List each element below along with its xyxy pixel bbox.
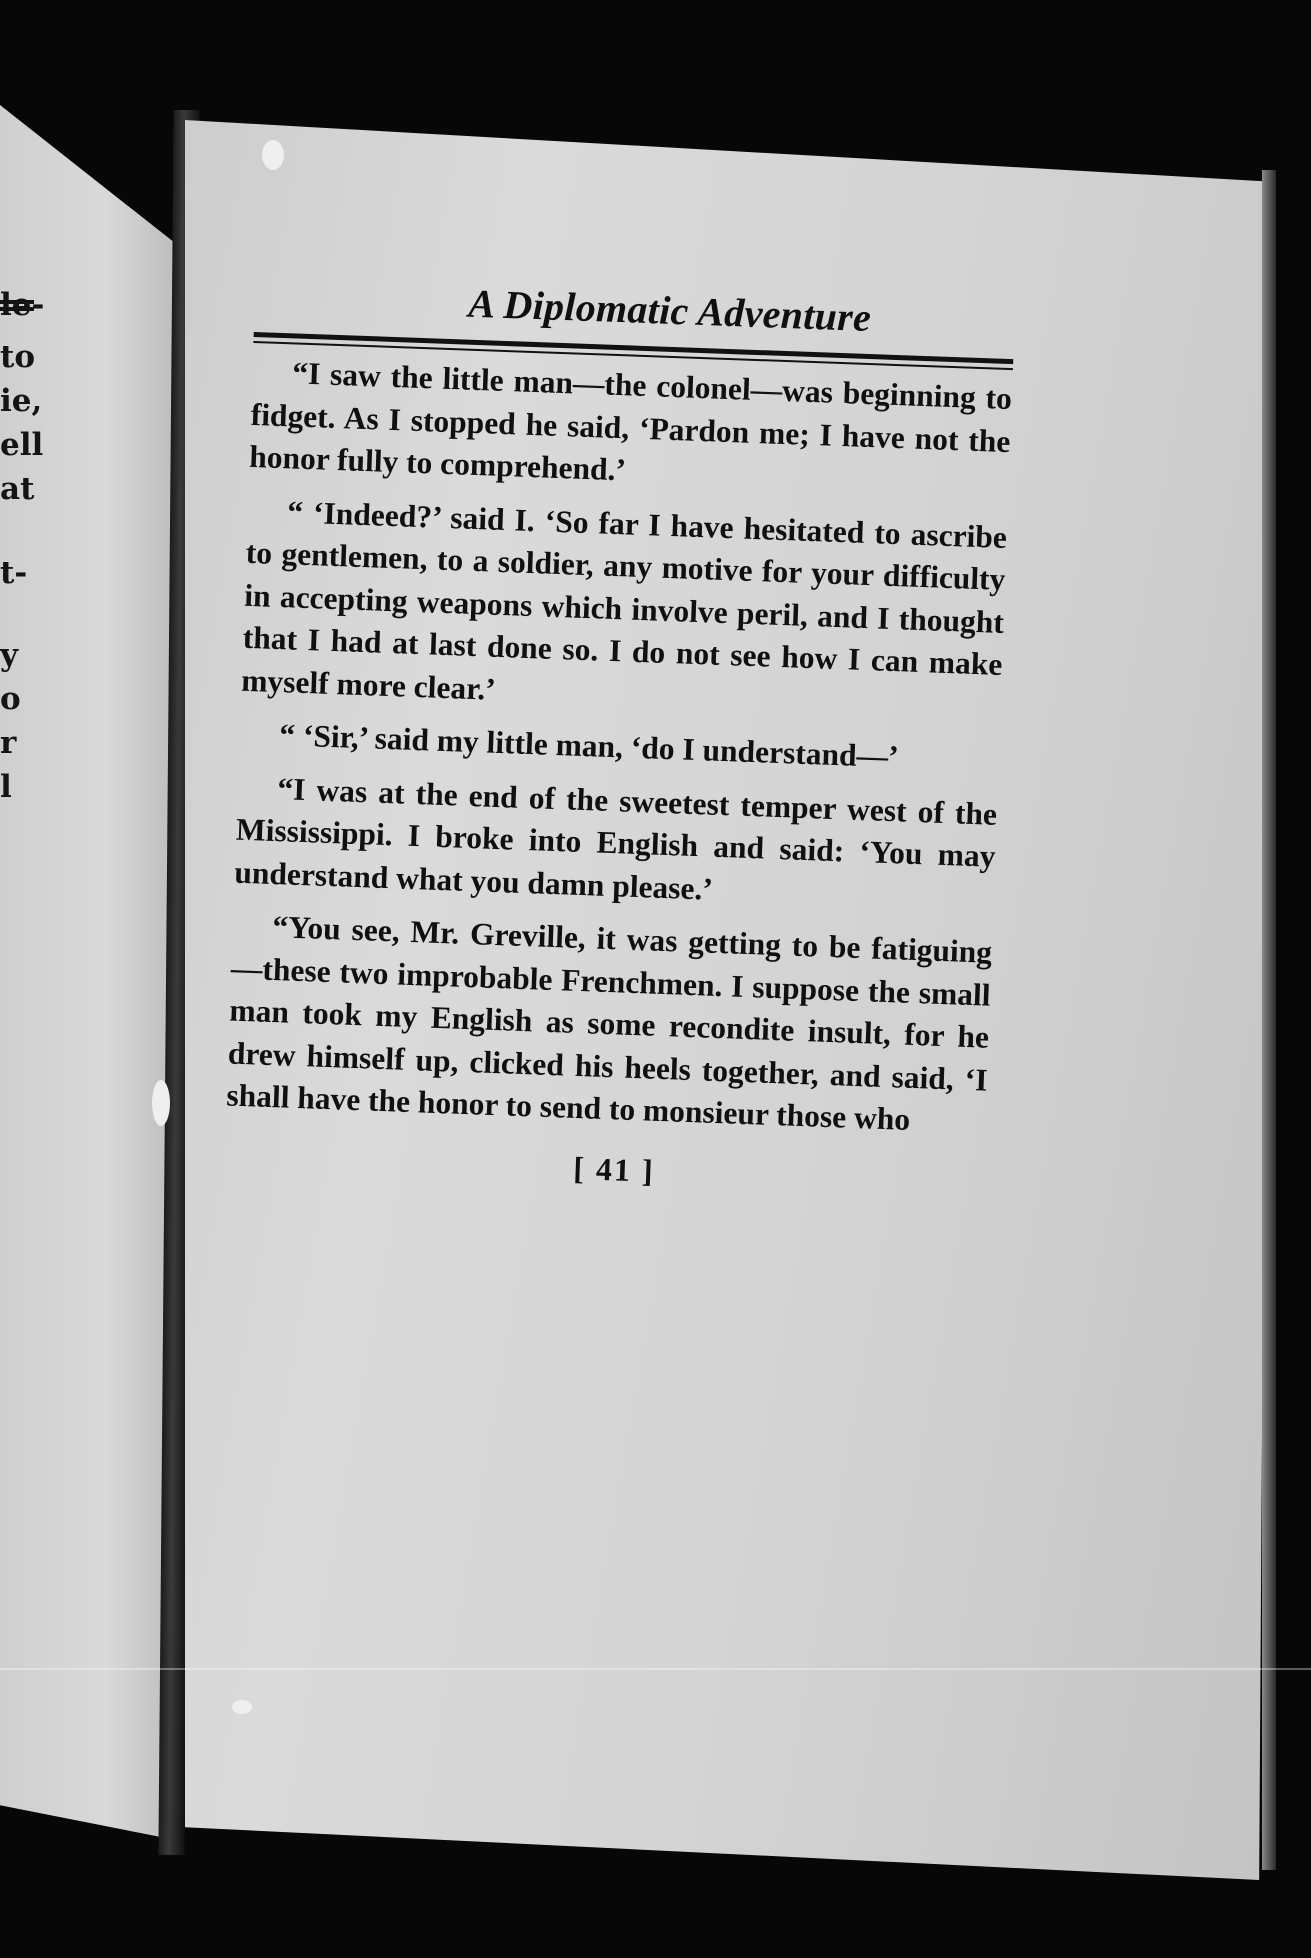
page-edge-shadow [1262, 170, 1276, 1870]
paragraph: “I saw the little man—the colonel—was beginning to fidget. As I stopped he said, ‘Pardon me; I have not the honor fully to comprehend.’ [248, 355, 1013, 488]
previous-page-fragment: l [0, 769, 12, 805]
previous-page-fragment: ie, [0, 383, 43, 419]
film-speck [262, 140, 284, 170]
previous-page-fragment: y [0, 637, 19, 673]
paragraph: “ ‘Sir,’ said my little man, ‘do I understand—’ [278, 717, 900, 775]
body-text [226, 351, 1013, 1144]
page-number: [ 41 ] [572, 1149, 656, 1189]
running-head: A Diplomatic Adventure [467, 280, 872, 341]
paragraph: “I was at the end of the sweetest temper west of the Mississippi. I broke into English and said: ‘You may understand what you damn please.’ [233, 770, 998, 907]
previous-page-fragment: t- [0, 555, 28, 591]
paragraph: “ ‘Indeed?’ said I. ‘So far I have hesitated to ascribe to gentlemen, to a soldier, any motive for your difficulty in accepting weapons which involve peril, and I thought that I had at last done so. I do not see how I can make myself more clear.’ [240, 493, 1008, 707]
previous-page-fragment: r [0, 725, 17, 761]
film-speck [232, 1700, 252, 1714]
previous-page-fragment: o [0, 681, 21, 717]
scan-line-artifact [0, 1668, 1311, 1670]
previous-page-fragment: to [0, 339, 35, 375]
film-speck [152, 1080, 170, 1126]
previous-page-fragment: le- [0, 287, 45, 323]
previous-page-fragment: ell [0, 427, 44, 463]
page-text-block [224, 270, 1016, 1201]
paragraph: “You see, Mr. Greville, it was getting to be fatiguing—these two improbable Frenchmen. I suppose the small man took my English as some recondite insult, for he drew himself up, clicked his heels together, and said, ‘I shall have the honor to send to monsieur those who [225, 909, 993, 1137]
previous-page-fragment: at [0, 471, 35, 507]
